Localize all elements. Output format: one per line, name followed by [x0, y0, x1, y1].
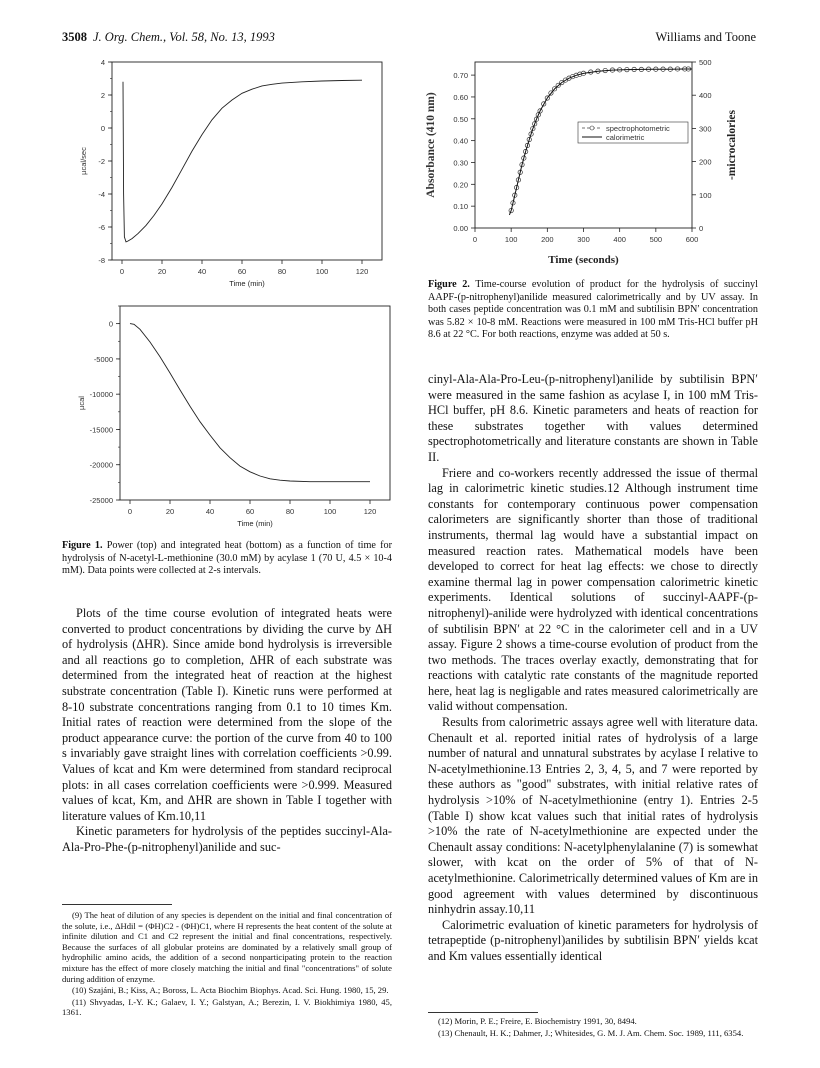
footnote: (13) Chenault, H. K.; Dahmer, J.; Whitesides, G. M. J. Am. Chem. Soc. 1989, 111, 6354.: [438, 1027, 744, 1038]
y-tick-label: -5000: [93, 354, 113, 364]
x-tick-label: 40: [205, 507, 215, 516]
x-tick-label: 500: [649, 235, 663, 244]
x-tick-label: 0: [119, 267, 125, 276]
x-tick-label: 120: [355, 267, 369, 276]
x-tick-label: 300: [577, 235, 590, 244]
footnote-rule-right: [428, 1012, 538, 1013]
y-tick-label: -10000: [89, 390, 113, 400]
x-tick-label: 0: [127, 507, 133, 516]
footnotes-left: [62, 910, 392, 1019]
footnote: (10) Szajáni, B.; Kiss, A.; Boross, L. Acta Biochim Biophys. Acad. Sci. Hung. 1980, 15, 29.: [72, 985, 389, 996]
y-tick-label: 0.10: [453, 202, 468, 212]
y-right-tick-label: 500: [699, 58, 712, 67]
y-tick-label: 0.20: [453, 180, 468, 190]
x-tick-label: 80: [277, 267, 287, 276]
figure2-caption-label: Figure 2.: [428, 279, 470, 290]
y-tick-label: 0.00: [453, 224, 468, 233]
figure2-absorbance-chart: [420, 50, 765, 275]
figure1-caption-label: Figure 1.: [62, 540, 103, 551]
figure1-caption-text: Power (top) and integrated heat (bottom) as a function of time for hydrolysis of N-acetyl-L-methionine (30.0 mM) by acylase 1 (70 U, 4.5 × 10-4 mM). Data points were collected at 2-s intervals.: [62, 540, 392, 577]
x-tick-label: 100: [323, 507, 337, 516]
x-tick-label: 600: [685, 235, 699, 244]
x-tick-label: 60: [237, 267, 247, 276]
figure2-caption: [428, 279, 758, 342]
y-axis-label: µcal: [77, 396, 86, 410]
y-tick-label: 2: [100, 91, 105, 100]
y-tick-label: 0.60: [453, 92, 468, 102]
x-axis-label: Time (min): [229, 279, 265, 288]
x-tick-label: 20: [165, 507, 175, 516]
x-tick-label: 400: [613, 235, 626, 244]
y-tick-label: -25000: [89, 496, 113, 505]
y-tick-label: 0: [100, 124, 105, 133]
paragraph: cinyl-Ala-Ala-Pro-Leu-(p-nitrophenyl)anilide by subtilisin BPN′ were measured in the same fashion as acylase I, in 100 mM Tris-HCl buffer, pH 8.6. Kinetic parameters and heats of reaction for these substrates together with values determined spectrophotometrically and literature constants are shown in Table II.: [428, 372, 758, 464]
y-axis-label: µcal/sec: [79, 147, 88, 175]
running-header-left: [62, 30, 275, 45]
y-right-tick-label: 100: [699, 190, 712, 200]
y-right-tick-label: 300: [699, 124, 712, 134]
figure1-heat-chart: [72, 300, 402, 540]
paragraph: Results from calorimetric assays agree well with literature data. Chenault et al. reported initial rates of hydrolysis of a large number of natural and unnatural substrates by acylase I relative to N-acetylmethionine.13 Entries 2, 3, 4, 5, and 7 were reported by these authors as "good" substrates, with initial relative rates of hydrolysis >10% of N-acetylmethionine (entry 1). Entries 2-5 (Table I) show kcat values such that initial rates of hydrolysis >10% the rate of N-acetylmethionine are expected under the Chenault assay conditions: N-acetylphenylalanine (7) is somewhat slower, with kcat on the order of 5% of that of N-acetylmethionine. Calorimetrically determined values of Km are in good agreement with values determined by discontinuous ninhydrin assay.10,11: [428, 715, 758, 917]
y-right-tick-label: 0: [699, 224, 704, 233]
footnotes-right: [428, 1016, 758, 1039]
y-tick-label: 0.70: [453, 71, 468, 81]
y-tick-label: 4: [100, 58, 105, 67]
x-tick-label: 20: [157, 267, 167, 276]
y-tick-label: 0: [108, 319, 113, 329]
x-axis-label: Time (min): [237, 519, 273, 528]
y-right-tick-label: 400: [699, 91, 712, 101]
plot-frame: [475, 62, 692, 228]
paragraph: Calorimetric evaluation of kinetic parameters for hydrolysis of tetrapeptide (p-nitrophenyl)anilides by subtilisin BPN′ yields kcat and Km values essentially identical: [428, 917, 758, 963]
x-tick-label: 80: [285, 507, 295, 516]
y-tick-label: -15000: [89, 425, 113, 435]
x-tick-label: 100: [315, 267, 329, 276]
plot-frame: [120, 306, 390, 500]
x-tick-label: 60: [245, 507, 255, 516]
figure1-caption: [62, 540, 392, 578]
y-axis-label-right: -microcalories: [726, 109, 738, 181]
y-tick-label: -4: [98, 190, 105, 199]
legend-label: spectrophotometric: [606, 124, 670, 133]
series-line: [123, 80, 362, 242]
paragraph: Kinetic parameters for hydrolysis of the peptides succinyl-Ala-Ala-Pro-Phe-(p-nitrophenyl)anilide and suc-: [62, 824, 392, 854]
y-tick-label: -8: [98, 256, 105, 265]
y-tick-label: 0.50: [453, 114, 468, 124]
x-tick-label: 40: [197, 267, 207, 276]
running-header-authors: Williams and Toone: [655, 30, 756, 44]
y-axis-label: Absorbance (410 nm): [425, 92, 437, 198]
x-tick-label: 120: [363, 507, 377, 516]
journal-citation: J. Org. Chem., Vol. 58, No. 13, 1993: [93, 30, 275, 44]
paragraph: Plots of the time course evolution of integrated heats were converted to product concentrations by dividing the curve by ΔH of hydrolysis (ΔHR). Since amide bond hydrolysis is irreversible and all reactions go to completion, ΔHR of each substrate was determined from the integrated heat of reaction at the highest substrate concentration (Table I). Kinetic runs were performed at 8-10 substrate concentrations ranging from 0.1 to 10 times Km. Initial rates of reaction were determined from the slope of the product appearance curve: the portion of the curve from 40 to 100 s invariably gave straight lines with correlation coefficients >0.99. Values of kcat and Km were determined from standard reciprocal plots: in all cases correlation coefficients were >0.999. Measured values of kcat, Km, and ΔHR are shown in Table I together with literature values of Km.10,11: [62, 606, 392, 823]
paragraph: Friere and co-workers recently addressed the issue of thermal lag in calorimetric kinetic studies.12 Although instrument time constants for contemporary continuous power compensation calorimeters are significantly shorter than those of traditional instruments, thermal lag would have a substantial impact on measured reaction rates. Mathematical models have been developed to correct for heat lag effects: we chose to directly examine thermal lag in power compensation calorimetric kinetic experiments. Identical solutions of succinyl-AAPF-(p-nitrophenyl)-anilide were hydrolyzed with identical concentrations of subtilisin BPN′ at 22 °C in the calorimeter cell and in a UV assay. Figure 2 shows a time-course evolution of product from the two methods. The traces overlay exactly, demonstrating that for reactions with catalytic rate constants of the magnitude reported here, heat lag is negligable and rates measured calorimetrically are valid without compensation.: [428, 465, 758, 714]
legend-label: calorimetric: [606, 133, 645, 142]
series-line: [130, 324, 370, 482]
y-tick-label: -2: [98, 157, 105, 166]
x-axis-label: Time (seconds): [548, 254, 619, 266]
figure1-power-chart: [72, 52, 402, 292]
footnote: (11) Shvyadas, I.-Y. K.; Galaev, I. Y.; Galstyan, A.; Berezin, I. V. Biokhimiya 1980, 45, 1361.: [62, 996, 392, 1018]
y-tick-label: -6: [98, 223, 105, 232]
y-tick-label: 0.30: [453, 158, 468, 168]
footnote-rule-left: [62, 904, 172, 905]
x-tick-label: 0: [472, 235, 478, 244]
legend-marker: [590, 126, 594, 130]
footnote: (12) Morin, P. E.; Freire, E. Biochemistry 1991, 30, 8494.: [438, 1016, 637, 1026]
x-tick-label: 100: [504, 235, 518, 244]
page-number: 3508: [62, 30, 87, 44]
y-tick-label: -20000: [89, 460, 113, 470]
y-tick-label: 0.40: [453, 136, 468, 146]
figure2-caption-text: Time-course evolution of product for the hydrolysis of succinyl AAPF-(p-nitrophenyl)anilide measured calorimetrically and by UV assay. In both cases peptide concentration was 0.1 mM and subtilisin BPN′ concentration was 5.82 × 10-8 mM. Reactions were measured in 100 mM Tris-HCl buffer pH 8.6 at 22 °C. For both reactions, enzyme was added at 50 s.: [428, 279, 758, 341]
x-tick-label: 200: [541, 235, 554, 244]
y-right-tick-label: 200: [699, 157, 712, 167]
left-column: [62, 606, 392, 856]
footnote: (9) The heat of dilution of any species is dependent on the initial and final concentration of the solute, i.e., ΔHdil = (ΦH)C2 - (ΦH)C1, where H represents the heat content of the solute at infinite dilution and C1 and C2 represent the initial and final concentrations, respectively. Because the surfaces of all globular proteins are dominated by a relatively small group of hydrophilic amino acids, the addition of a second nonparticipating protein to the reaction mixture has the effect of more closely matching the initial and final "concentrations" of solute during addition of enzyme.: [62, 910, 392, 984]
right-column: [428, 372, 758, 965]
